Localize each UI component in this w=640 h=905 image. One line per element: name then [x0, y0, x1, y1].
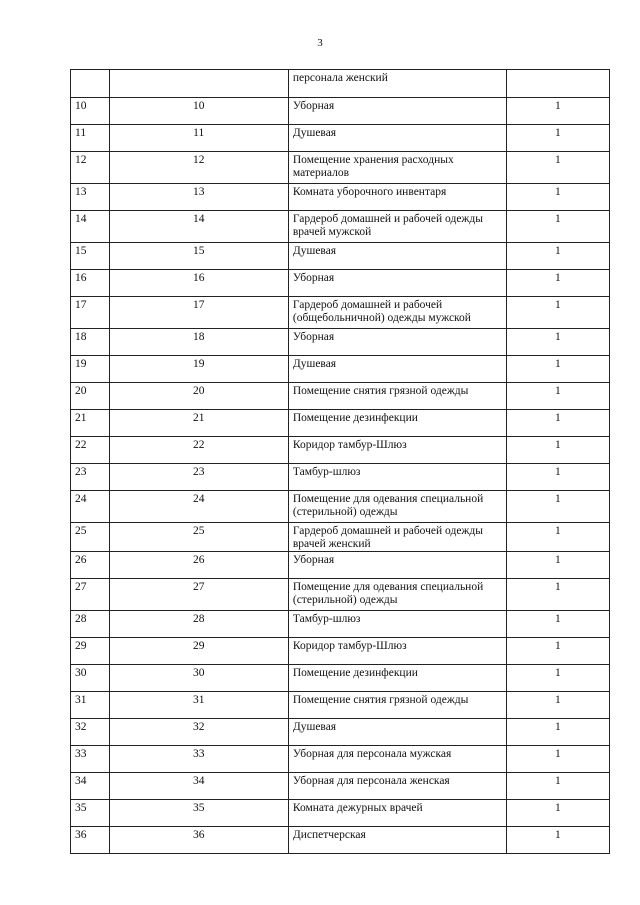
cell-quantity: 1 — [506, 665, 609, 692]
cell-room-name: Помещение для одевания специальной (стерильной) одежды — [288, 579, 506, 611]
cell-quantity: 1 — [506, 746, 609, 773]
table-row — [71, 611, 610, 638]
cell-room-name: Душевая — [288, 356, 506, 383]
cell-number: 32 — [71, 719, 110, 746]
cell-number: 31 — [71, 692, 110, 719]
cell-room-name: Комната уборочного инвентаря — [288, 184, 506, 211]
cell-code: 36 — [109, 827, 288, 854]
cell-number: 17 — [71, 297, 110, 329]
table-row — [71, 579, 610, 611]
table-row — [71, 464, 610, 491]
table-row — [71, 552, 610, 579]
cell-quantity: 1 — [506, 611, 609, 638]
cell-quantity: 1 — [506, 579, 609, 611]
cell-room-name: Гардероб домашней и рабочей одежды врачей женский — [288, 523, 506, 552]
cell-quantity: 1 — [506, 329, 609, 356]
cell-code: 32 — [109, 719, 288, 746]
cell-number: 35 — [71, 800, 110, 827]
cell-quantity: 1 — [506, 800, 609, 827]
table-row — [71, 211, 610, 243]
page-number: 3 — [317, 37, 323, 49]
cell-code: 34 — [109, 773, 288, 800]
cell-room-name: Помещение дезинфекции — [288, 665, 506, 692]
cell-number: 15 — [71, 243, 110, 270]
cell-code: 13 — [109, 184, 288, 211]
cell-quantity: 1 — [506, 243, 609, 270]
table-row — [71, 297, 610, 329]
cell-room-name: Помещение дезинфекции — [288, 410, 506, 437]
cell-number: 27 — [71, 579, 110, 611]
cell-code: 24 — [109, 491, 288, 523]
cell-number: 29 — [71, 638, 110, 665]
cell-number: 19 — [71, 356, 110, 383]
rooms-table-body — [71, 70, 610, 854]
cell-number: 20 — [71, 383, 110, 410]
cell-number: 34 — [71, 773, 110, 800]
cell-code: 19 — [109, 356, 288, 383]
cell-room-name: Уборная — [288, 270, 506, 297]
cell-code: 35 — [109, 800, 288, 827]
cell-code: 31 — [109, 692, 288, 719]
cell-code: 29 — [109, 638, 288, 665]
table-row — [71, 827, 610, 854]
cell-quantity: 1 — [506, 523, 609, 552]
cell-number: 25 — [71, 523, 110, 552]
cell-number: 33 — [71, 746, 110, 773]
cell-number: 36 — [71, 827, 110, 854]
cell-number: 14 — [71, 211, 110, 243]
table-row — [71, 692, 610, 719]
cell-code: 33 — [109, 746, 288, 773]
cell-number: 16 — [71, 270, 110, 297]
cell-quantity — [506, 70, 609, 98]
table-row — [71, 243, 610, 270]
cell-code: 27 — [109, 579, 288, 611]
cell-room-name: Диспетчерская — [288, 827, 506, 854]
table-row — [71, 523, 610, 552]
cell-quantity: 1 — [506, 98, 609, 125]
cell-quantity: 1 — [506, 692, 609, 719]
cell-room-name: Тамбур-шлюз — [288, 464, 506, 491]
cell-code: 25 — [109, 523, 288, 552]
cell-room-name: Гардероб домашней и рабочей одежды врачей мужской — [288, 211, 506, 243]
cell-number: 26 — [71, 552, 110, 579]
cell-room-name: персонала женский — [288, 70, 506, 98]
cell-code: 18 — [109, 329, 288, 356]
cell-code: 26 — [109, 552, 288, 579]
cell-room-name: Тамбур-шлюз — [288, 611, 506, 638]
cell-quantity: 1 — [506, 464, 609, 491]
cell-room-name: Уборная — [288, 98, 506, 125]
cell-code — [109, 70, 288, 98]
rooms-table — [70, 69, 610, 854]
table-row — [71, 410, 610, 437]
cell-quantity: 1 — [506, 410, 609, 437]
cell-quantity: 1 — [506, 552, 609, 579]
cell-room-name: Помещение для одевания специальной (стерильной) одежды — [288, 491, 506, 523]
cell-room-name: Уборная для персонала мужская — [288, 746, 506, 773]
table-row — [71, 383, 610, 410]
cell-code: 14 — [109, 211, 288, 243]
cell-number: 24 — [71, 491, 110, 523]
cell-code: 11 — [109, 125, 288, 152]
table-row — [71, 329, 610, 356]
table-row — [71, 746, 610, 773]
table-row — [71, 184, 610, 211]
cell-room-name: Коридор тамбур-Шлюз — [288, 437, 506, 464]
cell-room-name: Комната дежурных врачей — [288, 800, 506, 827]
cell-room-name: Помещение хранения расходных материалов — [288, 152, 506, 184]
cell-room-name: Душевая — [288, 125, 506, 152]
cell-number: 22 — [71, 437, 110, 464]
cell-quantity: 1 — [506, 152, 609, 184]
table-row — [71, 437, 610, 464]
cell-number: 18 — [71, 329, 110, 356]
cell-room-name: Душевая — [288, 243, 506, 270]
table-row — [71, 125, 610, 152]
table-row — [71, 773, 610, 800]
cell-room-name: Душевая — [288, 719, 506, 746]
cell-quantity: 1 — [506, 356, 609, 383]
cell-number: 21 — [71, 410, 110, 437]
cell-number — [71, 70, 110, 98]
cell-code: 22 — [109, 437, 288, 464]
table-row — [71, 719, 610, 746]
cell-number: 28 — [71, 611, 110, 638]
cell-code: 21 — [109, 410, 288, 437]
cell-quantity: 1 — [506, 383, 609, 410]
cell-code: 12 — [109, 152, 288, 184]
cell-quantity: 1 — [506, 491, 609, 523]
table-row — [71, 665, 610, 692]
table-row — [71, 491, 610, 523]
cell-quantity: 1 — [506, 773, 609, 800]
cell-code: 20 — [109, 383, 288, 410]
cell-quantity: 1 — [506, 211, 609, 243]
cell-quantity: 1 — [506, 827, 609, 854]
table-row — [71, 800, 610, 827]
cell-quantity: 1 — [506, 437, 609, 464]
cell-quantity: 1 — [506, 270, 609, 297]
cell-code: 23 — [109, 464, 288, 491]
cell-code: 16 — [109, 270, 288, 297]
cell-room-name: Гардероб домашней и рабочей (общебольничной) одежды мужской — [288, 297, 506, 329]
table-row-continuation — [71, 70, 610, 98]
cell-room-name: Уборная — [288, 329, 506, 356]
cell-code: 28 — [109, 611, 288, 638]
cell-room-name: Коридор тамбур-Шлюз — [288, 638, 506, 665]
cell-room-name: Уборная — [288, 552, 506, 579]
cell-number: 13 — [71, 184, 110, 211]
cell-room-name: Уборная для персонала женская — [288, 773, 506, 800]
cell-room-name: Помещение снятия грязной одежды — [288, 692, 506, 719]
table-row — [71, 638, 610, 665]
table-row — [71, 98, 610, 125]
cell-quantity: 1 — [506, 125, 609, 152]
table-row — [71, 152, 610, 184]
cell-quantity: 1 — [506, 638, 609, 665]
cell-quantity: 1 — [506, 184, 609, 211]
cell-number: 10 — [71, 98, 110, 125]
cell-code: 10 — [109, 98, 288, 125]
cell-number: 11 — [71, 125, 110, 152]
cell-code: 17 — [109, 297, 288, 329]
cell-quantity: 1 — [506, 297, 609, 329]
cell-code: 30 — [109, 665, 288, 692]
cell-room-name: Помещение снятия грязной одежды — [288, 383, 506, 410]
table-row — [71, 356, 610, 383]
cell-number: 30 — [71, 665, 110, 692]
table-row — [71, 270, 610, 297]
cell-number: 23 — [71, 464, 110, 491]
cell-number: 12 — [71, 152, 110, 184]
cell-quantity: 1 — [506, 719, 609, 746]
cell-code: 15 — [109, 243, 288, 270]
